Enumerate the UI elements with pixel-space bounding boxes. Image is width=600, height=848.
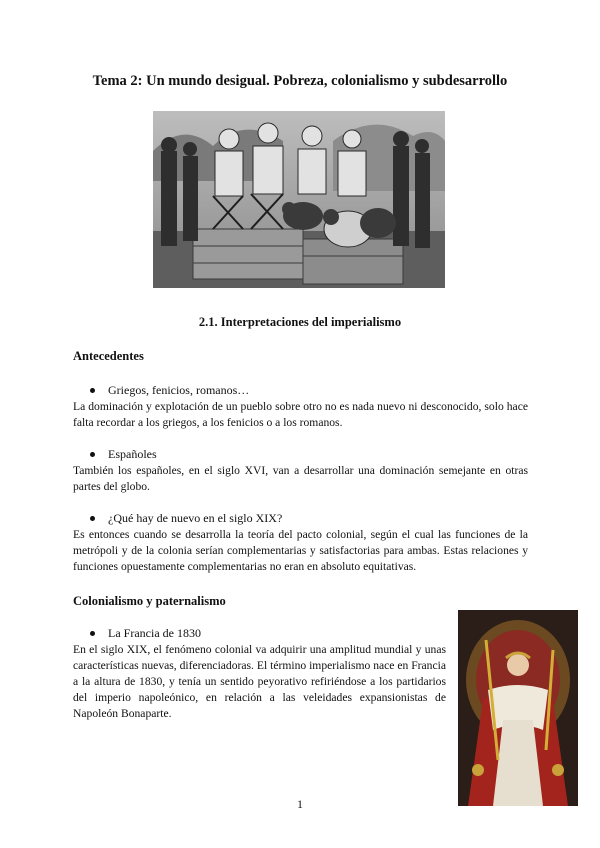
bullet-dot [90, 388, 95, 393]
bullet-item [90, 626, 201, 641]
bullet-label: ¿Qué hay de nuevo en el siglo XIX? [108, 511, 283, 525]
paragraph: Es entonces cuando se desarrolla la teoría del pacto colonial, según el cual las funciones de la metrópoli y de la colonia serían complementarias y satisfactorias para ambas. Estas relaciones y funciones opuestamente complementarias no eran en absoluto equitativas. [73, 528, 528, 573]
napoleon-portrait [458, 610, 578, 806]
paragraph: También los españoles, en el siglo XVI, van a desarrollar una dominación semejante en otras partes del globo. [73, 464, 528, 493]
colonial-scene-photo [153, 111, 445, 288]
bullet-dot [90, 452, 95, 457]
bullet-label: Españoles [108, 447, 157, 461]
heading-antecedentes: Antecedentes [73, 349, 144, 363]
paragraph: En el siglo XIX, el fenómeno colonial va adquirir una amplitud mundial y unas características nuevas, diferenciadoras. El término imperialismo nace en Francia a la altura de 1830, y tenía un sentido peyorativo refiriéndose a los partidarios del imperio napoleónico, en relación a las veleidades expansionistas de Napoleón Bonaparte. [73, 643, 446, 720]
bullet-item [90, 447, 157, 462]
bullet-item [90, 383, 249, 398]
section-title: 2.1. Interpretaciones del imperialismo [198, 315, 402, 329]
paragraph: La dominación y explotación de un pueblo sobre otro no es nada nuevo ni desconocido, solo hace falta recordar a los griegos, a los fenicios o a los romanos. [73, 400, 528, 429]
bullet-dot [90, 516, 95, 521]
bullet-item [90, 511, 282, 526]
bullet-dot [90, 631, 95, 636]
page-number: 1 [297, 797, 303, 811]
heading-colonialismo: Colonialismo y paternalismo [73, 594, 226, 608]
document-title: Tema 2: Un mundo desigual. Pobreza, colonialismo y subdesarrollo [92, 73, 508, 89]
bullet-label: La Francia de 1830 [108, 626, 201, 640]
bullet-label: Griegos, fenicios, romanos… [108, 383, 250, 397]
